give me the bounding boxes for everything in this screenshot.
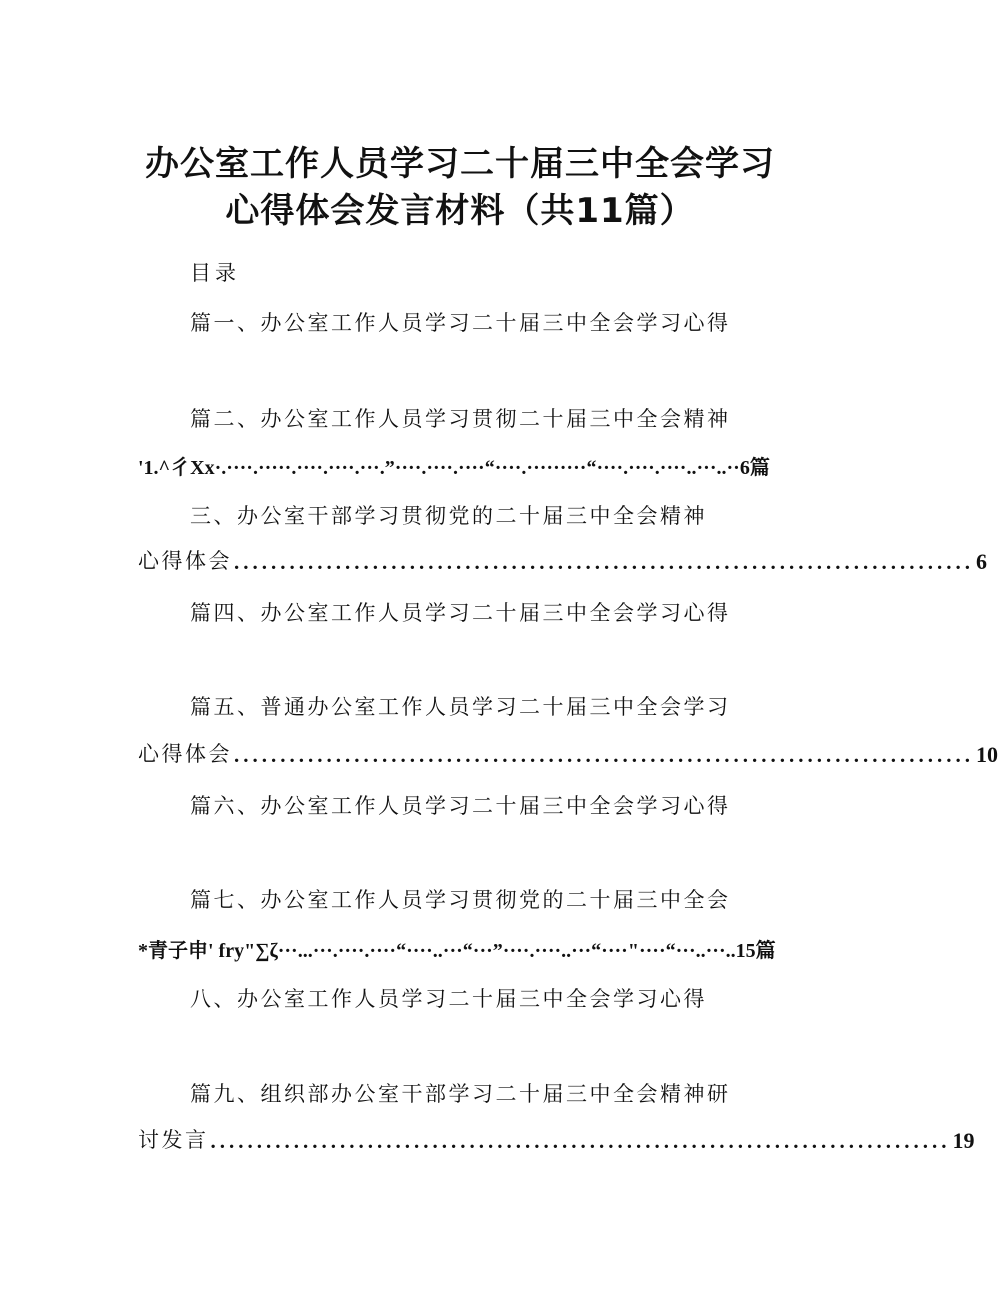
toc-entry-6: 篇六、办公室工作人员学习二十届三中全会学习心得 bbox=[190, 794, 731, 818]
toc-entry-5-page-number: 10 bbox=[976, 742, 998, 767]
leader-dots: ................................................................................ bbox=[234, 550, 974, 574]
toc-entry-9-page-number: 19 bbox=[952, 1128, 975, 1153]
toc-entry-3-page-number: 6 bbox=[976, 549, 987, 574]
toc-entry-5-page-line bbox=[138, 738, 998, 768]
toc-entry-5-continuation: 心得体会 bbox=[138, 742, 232, 766]
leader-dots: ................................................................................ bbox=[210, 1129, 951, 1153]
toc-entry-5: 篇五、普通办公室工作人员学习二十届三中全会学习 bbox=[190, 695, 731, 719]
toc-entry-2: 篇二、办公室工作人员学习贯彻二十届三中全会精神 bbox=[190, 407, 731, 431]
toc-entry-4: 篇四、办公室工作人员学习二十届三中全会学习心得 bbox=[190, 601, 731, 625]
toc-entry-2-garbled-leader: '1.^彳Xx·.····.·····.····.····.···.”····.····.····“····.·········“····.····.····..···..··6篇 bbox=[138, 457, 770, 479]
toc-entry-9-page-line bbox=[138, 1124, 975, 1154]
toc-entry-1: 篇一、办公室工作人员学习二十届三中全会学习心得 bbox=[190, 311, 731, 335]
toc-entry-7-garbled-leader: *青子申' fry"∑ζ···...···.····.····“····..···“···”····.····..···“····"····“···..···..15篇 bbox=[138, 940, 776, 962]
toc-entry-3-page-line bbox=[138, 545, 987, 575]
toc-entry-3-continuation: 心得体会 bbox=[138, 549, 232, 573]
document-title-line-1: 办公室工作人员学习二十届三中全会学习 bbox=[145, 144, 775, 184]
toc-entry-7: 篇七、办公室工作人员学习贯彻党的二十届三中全会 bbox=[190, 888, 731, 912]
toc-entry-9: 篇九、组织部办公室干部学习二十届三中全会精神研 bbox=[190, 1082, 731, 1106]
document-title-line-2: 心得体会发言材料（共11篇） bbox=[225, 191, 695, 231]
toc-entry-8: 八、办公室工作人员学习二十届三中全会学习心得 bbox=[190, 987, 707, 1011]
leader-dots: ................................................................................ bbox=[234, 743, 974, 767]
toc-heading: 目录 bbox=[190, 261, 240, 285]
toc-entry-3: 三、办公室干部学习贯彻党的二十届三中全会精神 bbox=[190, 504, 707, 528]
toc-entry-9-continuation: 讨发言 bbox=[138, 1128, 209, 1152]
